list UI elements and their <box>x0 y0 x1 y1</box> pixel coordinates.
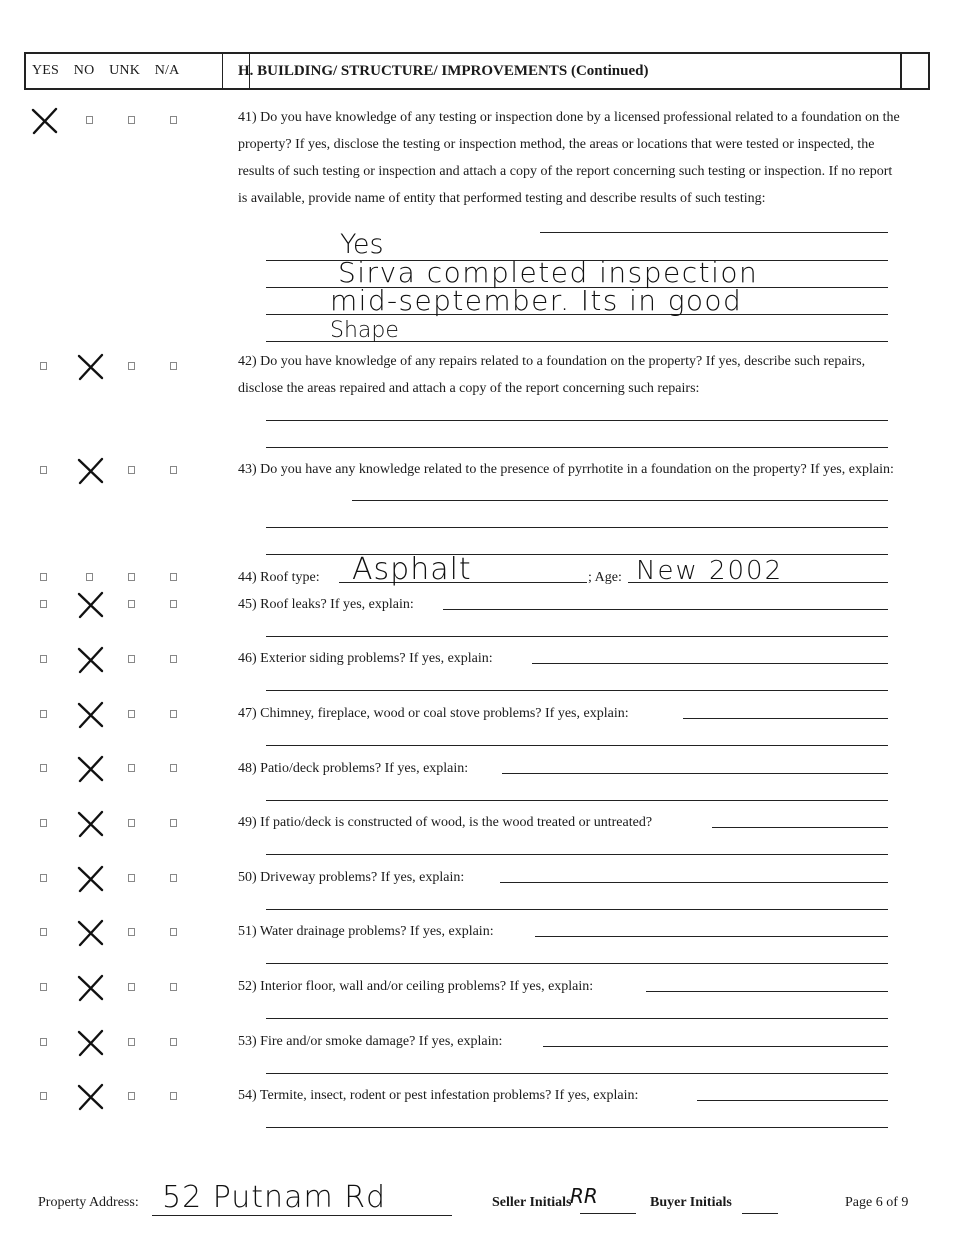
q42-line-2[interactable] <box>266 447 888 448</box>
question-41-text: Do you have knowledge of any testing or inspection done by a licensed professional related to a foundation on the property? If yes, disclose the testing or inspection method, the areas or locations that were tested or inspected, the results of such testing or inspection and attach a copy of the report concerning such testing or inspection. If no report is available, provide name of entity that performed testing and describe results of such testing: <box>238 110 900 206</box>
buyer-initials-label: Buyer Initials <box>650 1195 732 1210</box>
property-address-line[interactable] <box>152 1215 452 1216</box>
roof-age-label: ; Age: <box>588 570 622 585</box>
q41-answer-line1: Yes <box>340 229 384 260</box>
x-mark-no-q49[interactable] <box>74 807 108 841</box>
x-mark-no-q43[interactable] <box>74 454 108 488</box>
property-address-label: Property Address: <box>38 1195 139 1210</box>
checkbox-yes-q51[interactable] <box>40 928 47 936</box>
seller-initials-answer: RR <box>570 1184 598 1208</box>
x-mark-no-q47[interactable] <box>74 698 108 732</box>
x-mark-no-q54[interactable] <box>74 1080 108 1114</box>
seller-initials-line[interactable] <box>580 1213 636 1214</box>
section-title: H. BUILDING/ STRUCTURE/ IMPROVEMENTS (Continued) <box>238 63 649 79</box>
checkbox-unk-q51[interactable] <box>128 928 135 936</box>
x-mark-no-q50[interactable] <box>74 862 108 896</box>
checkbox-na-q41[interactable] <box>170 116 177 124</box>
page-number: Page 6 of 9 <box>845 1195 909 1210</box>
question-44-text: Roof type: <box>260 570 320 585</box>
x-mark-no-q52[interactable] <box>74 971 108 1005</box>
question-45: 45) Roof leaks? If yes, explain: <box>238 597 414 612</box>
checkbox-yes-q44[interactable] <box>40 573 47 581</box>
q48-line-0[interactable] <box>502 773 888 774</box>
checkbox-unk-q45[interactable] <box>128 600 135 608</box>
checkbox-yes-q52[interactable] <box>40 983 47 991</box>
checkbox-na-q43[interactable] <box>170 466 177 474</box>
col-unk: UNK <box>109 63 141 78</box>
q49-line-0[interactable] <box>712 827 888 828</box>
q42-line-1[interactable] <box>266 420 888 421</box>
checkbox-yes-q50[interactable] <box>40 874 47 882</box>
checkbox-unk-q53[interactable] <box>128 1038 135 1046</box>
question-50: 50) Driveway problems? If yes, explain: <box>238 870 465 885</box>
checkbox-unk-q49[interactable] <box>128 819 135 827</box>
checkbox-unk-q48[interactable] <box>128 764 135 772</box>
roof-age-answer: New 2002 <box>636 556 784 586</box>
question-41: 41) Do you have knowledge of any testing or inspection done by a licensed professional related to a foundation on the property? If yes, disclose the testing or inspection method, the areas or locations that were tested or inspected, the results of such testing or inspection and attach a copy of the report concerning such testing or inspection. If no report is available, provide name of entity that performed testing and describe results of such testing: <box>238 110 900 206</box>
checkbox-na-q52[interactable] <box>170 983 177 991</box>
checkbox-no-q41[interactable] <box>86 116 93 124</box>
q41-answer-line2: Sirva completed inspection <box>338 256 759 289</box>
checkbox-na-q53[interactable] <box>170 1038 177 1046</box>
q45-line-0[interactable] <box>443 609 888 610</box>
q46-line-0[interactable] <box>532 663 888 664</box>
checkbox-yes-q47[interactable] <box>40 710 47 718</box>
checkbox-na-q51[interactable] <box>170 928 177 936</box>
x-mark-no-q46[interactable] <box>74 643 108 677</box>
col-no: NO <box>73 63 95 78</box>
checkbox-na-q45[interactable] <box>170 600 177 608</box>
question-51: 51) Water drainage problems? If yes, explain: <box>238 924 494 939</box>
question-53: 53) Fire and/or smoke damage? If yes, explain: <box>238 1034 503 1049</box>
q43-line-1[interactable] <box>266 527 888 528</box>
checkbox-na-q49[interactable] <box>170 819 177 827</box>
checkbox-unk-q47[interactable] <box>128 710 135 718</box>
q52-line-1[interactable] <box>266 1018 888 1019</box>
checkbox-unk-q50[interactable] <box>128 874 135 882</box>
checkbox-yes-q53[interactable] <box>40 1038 47 1046</box>
checkbox-na-q48[interactable] <box>170 764 177 772</box>
seller-initials-label: Seller Initials <box>492 1195 572 1210</box>
checkbox-yes-q54[interactable] <box>40 1092 47 1100</box>
checkbox-no-q44[interactable] <box>86 573 93 581</box>
section-header <box>24 52 930 90</box>
q53-line-0[interactable] <box>543 1046 888 1047</box>
q41-answer-line3: mid-september. Its in good <box>330 284 743 317</box>
x-mark-yes-q41[interactable] <box>28 104 62 138</box>
question-47: 47) Chimney, fireplace, wood or coal stove problems? If yes, explain: <box>238 706 629 721</box>
q48-line-1[interactable] <box>266 800 888 801</box>
q49-line-1[interactable] <box>266 854 888 855</box>
question-42-text: Do you have knowledge of any repairs related to a foundation on the property? If yes, describe such repairs, disclose the areas repaired and attach a copy of the report concerning such repairs: <box>238 354 866 396</box>
checkbox-yes-q45[interactable] <box>40 600 47 608</box>
question-42: 42) Do you have knowledge of any repairs related to a foundation on the property? If yes, describe such repairs, disclose the areas repaired and attach a copy of the report concerning such repairs: <box>238 354 866 396</box>
q51-line-1[interactable] <box>266 963 888 964</box>
q51-line-0[interactable] <box>535 936 888 937</box>
q46-line-1[interactable] <box>266 690 888 691</box>
q45-line-1[interactable] <box>266 636 888 637</box>
question-49: 49) If patio/deck is constructed of wood, is the wood treated or untreated? <box>238 815 653 830</box>
question-46: 46) Exterior siding problems? If yes, explain: <box>238 651 493 666</box>
question-48: 48) Patio/deck problems? If yes, explain: <box>238 761 469 776</box>
property-address-answer: 52 Putnam Rd <box>162 1180 387 1215</box>
question-43-text: Do you have any knowledge related to the presence of pyrrhotite in a foundation on the property? If yes, explain: <box>260 462 894 477</box>
question-44: 44) Roof type: <box>238 570 320 585</box>
col-na: N/A <box>154 63 180 78</box>
header-end-box <box>900 54 928 88</box>
x-mark-no-q48[interactable] <box>74 752 108 786</box>
q54-line-0[interactable] <box>697 1100 888 1101</box>
q47-line-0[interactable] <box>683 718 888 719</box>
q50-line-1[interactable] <box>266 909 888 910</box>
answer-column-headers <box>32 63 190 79</box>
checkbox-na-q54[interactable] <box>170 1092 177 1100</box>
col-yes: YES <box>32 63 60 78</box>
checkbox-yes-q49[interactable] <box>40 819 47 827</box>
checkbox-na-q50[interactable] <box>170 874 177 882</box>
x-mark-no-q42[interactable] <box>74 350 108 384</box>
q52-line-0[interactable] <box>646 991 888 992</box>
question-54: 54) Termite, insect, rodent or pest infestation problems? If yes, explain: <box>238 1088 639 1103</box>
checkbox-unk-q41[interactable] <box>128 116 135 124</box>
checkbox-yes-q43[interactable] <box>40 466 47 474</box>
checkbox-unk-q42[interactable] <box>128 362 135 370</box>
q50-line-0[interactable] <box>500 882 888 883</box>
x-mark-no-q53[interactable] <box>74 1026 108 1060</box>
q41-line-0[interactable] <box>540 232 888 233</box>
q47-line-1[interactable] <box>266 745 888 746</box>
roof-type-answer: Asphalt <box>352 552 472 587</box>
q53-line-1[interactable] <box>266 1073 888 1074</box>
checkbox-unk-q44[interactable] <box>128 573 135 581</box>
checkbox-unk-q43[interactable] <box>128 466 135 474</box>
checkbox-na-q46[interactable] <box>170 655 177 663</box>
q54-line-1[interactable] <box>266 1127 888 1128</box>
checkbox-na-q44[interactable] <box>170 573 177 581</box>
q43-line-0[interactable] <box>352 500 888 501</box>
x-mark-no-q45[interactable] <box>74 588 108 622</box>
checkbox-yes-q48[interactable] <box>40 764 47 772</box>
x-mark-no-q51[interactable] <box>74 916 108 950</box>
checkbox-na-q42[interactable] <box>170 362 177 370</box>
checkbox-unk-q46[interactable] <box>128 655 135 663</box>
question-43: 43) Do you have any knowledge related to the presence of pyrrhotite in a foundation on the property? If yes, explain: <box>238 462 894 477</box>
buyer-initials-line[interactable] <box>742 1213 778 1214</box>
checkbox-yes-q46[interactable] <box>40 655 47 663</box>
q41-answer-line4: Shape <box>330 318 399 343</box>
checkbox-na-q47[interactable] <box>170 710 177 718</box>
checkbox-unk-q54[interactable] <box>128 1092 135 1100</box>
checkbox-unk-q52[interactable] <box>128 983 135 991</box>
question-52: 52) Interior floor, wall and/or ceiling problems? If yes, explain: <box>238 979 594 994</box>
checkbox-yes-q42[interactable] <box>40 362 47 370</box>
